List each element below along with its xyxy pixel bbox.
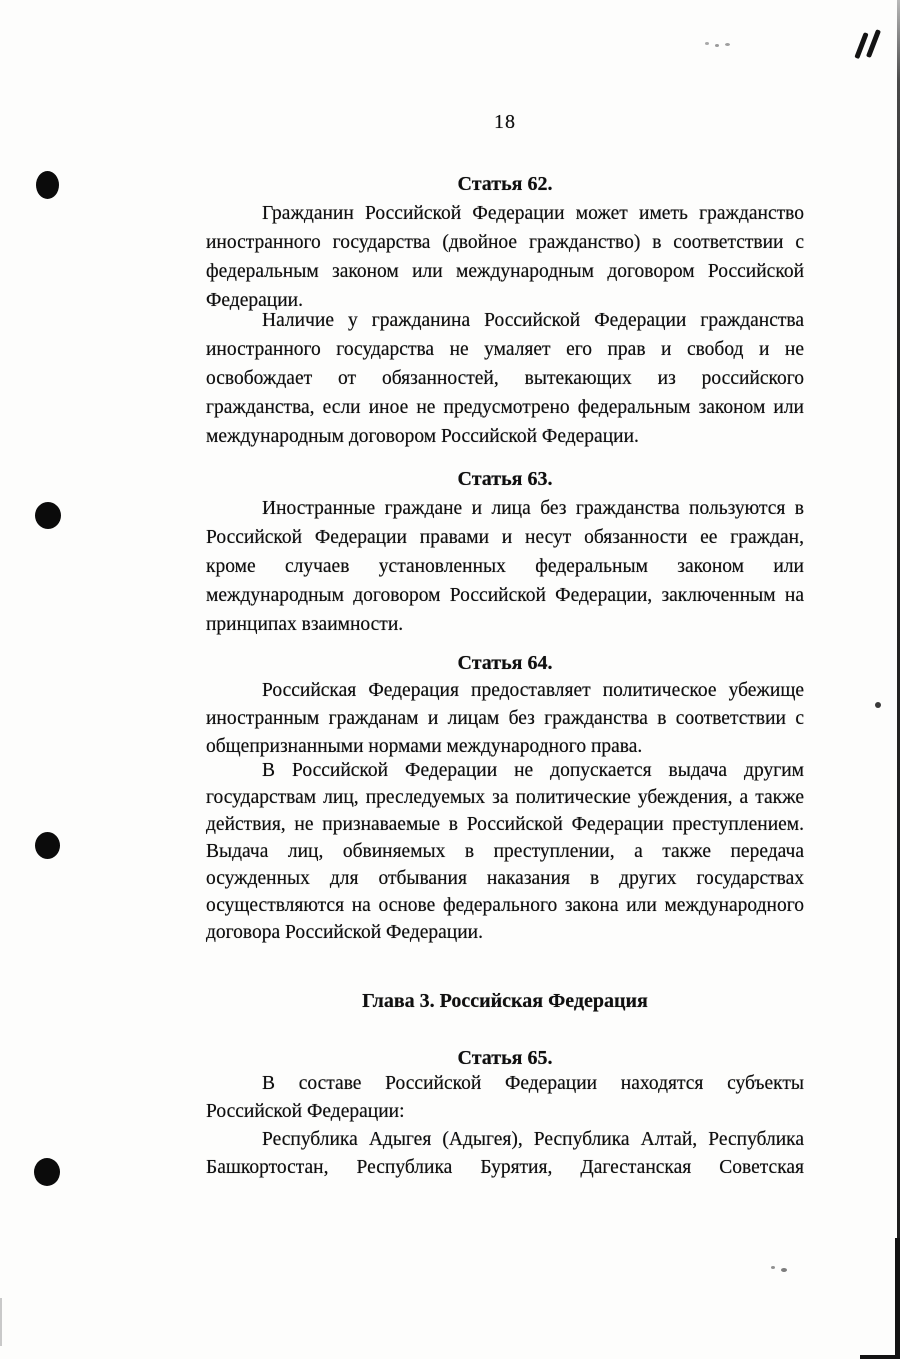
text-line: Российской Федерации: — [206, 1101, 405, 1122]
text-line: Гражданин Российской Федерации может иметь гражданство — [262, 203, 804, 224]
text-line: иностранного государства не умаляет его прав и свобод и не — [206, 339, 804, 360]
paragraph — [206, 1070, 804, 1126]
text-line: договора Российской Федерации. — [206, 922, 483, 943]
paragraph — [206, 494, 804, 639]
text-line: Республика Адыгея (Адыгея), Республика Алтай, Республика — [262, 1129, 804, 1150]
scan-edge-bottom-right — [860, 1355, 900, 1359]
article-heading: Статья 63. — [457, 468, 553, 490]
document-text-column — [206, 0, 804, 1359]
text-line: освобождает от обязанностей, вытекающих из российского — [206, 368, 804, 389]
text-line: государствам лиц, преследуемых за политические убеждения, а также — [206, 787, 804, 808]
hole-punch-dot-1 — [36, 171, 59, 199]
text-line: Выдача лиц, обвиняемых в преступлении, а также передача — [206, 841, 804, 862]
handwritten-mark-11 — [852, 26, 892, 64]
scan-speck — [875, 702, 881, 708]
article-heading: Статья 64. — [457, 652, 553, 674]
paragraph — [206, 306, 804, 451]
text-line: кроме случаев установленных федеральным законом или — [206, 556, 804, 577]
scan-speck — [705, 42, 709, 45]
text-line: иностранным гражданам и лицам без гражданства в соответствии с — [206, 708, 804, 729]
scan-edge-right-bottom — [895, 1238, 900, 1359]
paragraph — [206, 1126, 804, 1182]
chapter-heading: Глава 3. Российская Федерация — [362, 990, 648, 1012]
page-number: 18 — [494, 111, 516, 133]
text-line: действия, не признаваемые в Российской Федерации преступлением. — [206, 814, 804, 835]
paragraph — [206, 199, 804, 315]
text-line: международным договором Российской Федерации, заключенным на — [206, 585, 804, 606]
text-line: принципах взаимности. — [206, 614, 404, 635]
hole-punch-dot-4 — [34, 1158, 60, 1186]
scan-speck — [725, 43, 730, 46]
text-line: Наличие у гражданина Российской Федерации гражданства — [262, 310, 804, 331]
text-line: гражданства, если иное не предусмотрено федеральным законом или — [206, 397, 804, 418]
text-line: Башкортостан, Республика Бурятия, Дагестанская Советская — [206, 1157, 804, 1178]
text-line: осуществляются на основе федерального закона или международного — [206, 895, 804, 916]
text-line: федеральным законом или международным договором Российской — [206, 261, 804, 282]
text-line: В Российской Федерации не допускается выдача другим — [262, 760, 804, 781]
text-line: иностранного государства (двойное гражданство) в соответствии с — [206, 232, 804, 253]
text-line: Иностранные граждане и лица без гражданства пользуются в — [262, 498, 804, 519]
text-line: В составе Российской Федерации находятся субъекты — [262, 1073, 804, 1094]
scan-speck — [715, 44, 719, 47]
article-heading: Статья 62. — [457, 173, 553, 195]
scan-edge-left-faint — [0, 1298, 2, 1346]
scan-speck — [781, 1268, 787, 1272]
paragraph — [206, 757, 804, 946]
paragraph — [206, 677, 804, 761]
text-line: Российской Федерации правами и несут обязанности ее граждан, — [206, 527, 804, 548]
hole-punch-dot-2 — [35, 502, 61, 529]
hole-punch-dot-3 — [35, 832, 60, 859]
text-line: Федерации. — [206, 290, 303, 311]
scan-speck — [771, 1266, 775, 1269]
text-line: общепризнанными нормами международного права. — [206, 736, 643, 757]
text-line: осужденных для отбывания наказания в других государствах — [206, 868, 804, 889]
article-heading: Статья 65. — [457, 1047, 553, 1069]
text-line: Российская Федерация предоставляет политическое убежище — [262, 680, 804, 701]
text-line: международным договором Российской Федерации. — [206, 426, 639, 447]
